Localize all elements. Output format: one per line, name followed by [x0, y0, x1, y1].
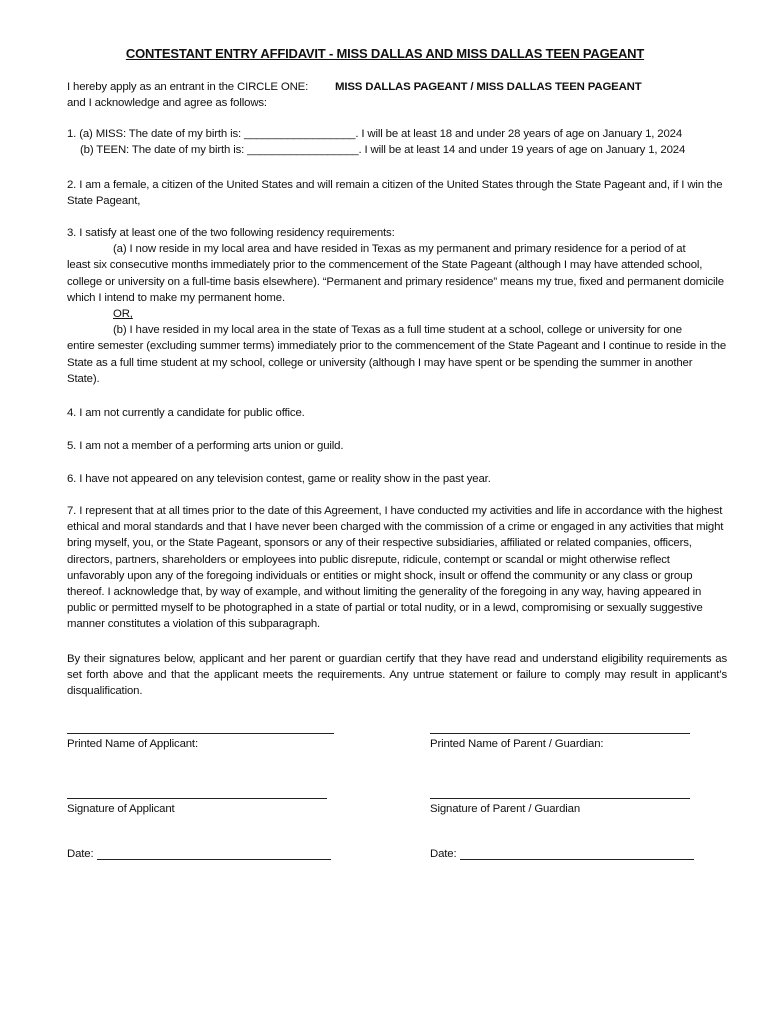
item-3b-lead: (b) I have resided in my local area in the state of Texas as a full time student at a school, college or university for one — [113, 324, 682, 337]
item-1-birthdate — [67, 126, 727, 158]
item-3-residency — [67, 225, 727, 387]
item-2-citizenship: 2. I am a female, a citizen of the United States and will remain a citizen of the United States through the State Pageant and, if I win the State Pageant, — [67, 179, 723, 208]
item-3-intro: 3. I satisfy at least one of the two following residency requirements: — [67, 227, 395, 239]
date-parent-label: Date: — [430, 848, 457, 860]
printed-name-applicant-label: Printed Name of Applicant: — [67, 738, 198, 750]
date-applicant-field[interactable] — [67, 847, 331, 860]
application-statement — [67, 79, 727, 111]
date-parent-line[interactable] — [460, 847, 694, 860]
item-1a-miss: 1. (a) MISS: The date of my birth is: __________________. I will be at least 18 and under 28 years of age on January 1, 2024 — [67, 128, 683, 140]
signature-applicant-field[interactable] — [67, 798, 327, 815]
printed-name-applicant-field[interactable] — [67, 733, 334, 750]
item-6-television: 6. I have not appeared on any television contest, game or reality show in the past year. — [67, 473, 491, 485]
signature-applicant-label: Signature of Applicant — [67, 803, 175, 815]
printed-name-parent-line[interactable] — [430, 733, 690, 734]
date-parent-field[interactable] — [430, 847, 694, 860]
printed-name-parent-label: Printed Name of Parent / Guardian: — [430, 738, 604, 750]
signature-parent-line[interactable] — [430, 798, 690, 799]
printed-name-applicant-line[interactable] — [67, 733, 334, 734]
apply-line: I hereby apply as an entrant in the CIRCLE ONE: — [67, 81, 309, 93]
printed-name-parent-field[interactable] — [430, 733, 690, 750]
item-3b-rest: entire semester (excluding summer terms) immediately prior to the commencement of the State Pageant and I continue to reside in the State as a full time student at my school, college or university (although I may have spent or be spending the summer in another State). — [67, 340, 727, 385]
item-3-or: OR, — [113, 308, 133, 321]
item-1b-teen: (b) TEEN: The date of my birth is: __________________. I will be at least 14 and under 19 years of age on January 1, 2024 — [80, 144, 686, 157]
certification-statement: By their signatures below, applicant and her parent or guardian certify that they have read and understand eligibility requirements as set forth above and that the applicant meets the requirements. Any untrue statement or failure to comply may result in applicant’s disqualification. — [67, 653, 727, 698]
signature-parent-label: Signature of Parent / Guardian — [430, 803, 581, 815]
date-applicant-label: Date: — [67, 848, 94, 860]
item-4-public-office: 4. I am not currently a candidate for public office. — [67, 407, 305, 419]
signature-parent-field[interactable] — [430, 798, 690, 815]
signature-applicant-line[interactable] — [67, 798, 327, 799]
item-7-conduct: 7. I represent that at all times prior to the date of this Agreement, I have conducted my activities and life in accordance with the highest ethical and moral standards and that I have never been charged with the commission of a crime or engaged in any activities that might bring myself, you, or the State Pageant, sponsors or any of their respective subsidiaries, affiliated or related companies, officers, directors, partners, shareholders or employees into public disrepute, ridicule, contempt or scandal or might otherwise reflect unfavorably upon any of the foregoing individuals or entities or might shock, insult or offend the community or any class or group thereof. I acknowledge that, by way of example, and without limiting the generality of the foregoing in any way, having appeared in public or permitted myself to be photographed in a state of partial or total nudity, or in a lewd, compromising or sexually suggestive manner constitutes a violation of this subparagraph. — [67, 505, 724, 631]
acknowledge-line: and I acknowledge and agree as follows: — [67, 97, 267, 110]
document-title: CONTESTANT ENTRY AFFIDAVIT - MISS DALLAS AND MISS DALLAS TEEN PAGEANT — [125, 46, 645, 61]
item-3a-rest: least six consecutive months immediately prior to the commencement of the State Pageant (although I may have attended school, college or university on a full-time basis elsewhere). “Permanent and primary residence” means my true, fixed and permanent domicile which I intend to make my permanent home. — [67, 259, 724, 304]
item-3a-lead: (a) I now reside in my local area and have resided in Texas as my permanent and primary residence for a period of at — [113, 243, 686, 256]
pageant-options: MISS DALLAS PAGEANT / MISS DALLAS TEEN PAGEANT — [335, 81, 642, 93]
date-applicant-line[interactable] — [97, 847, 331, 860]
item-5-union: 5. I am not a member of a performing arts union or guild. — [67, 440, 344, 452]
